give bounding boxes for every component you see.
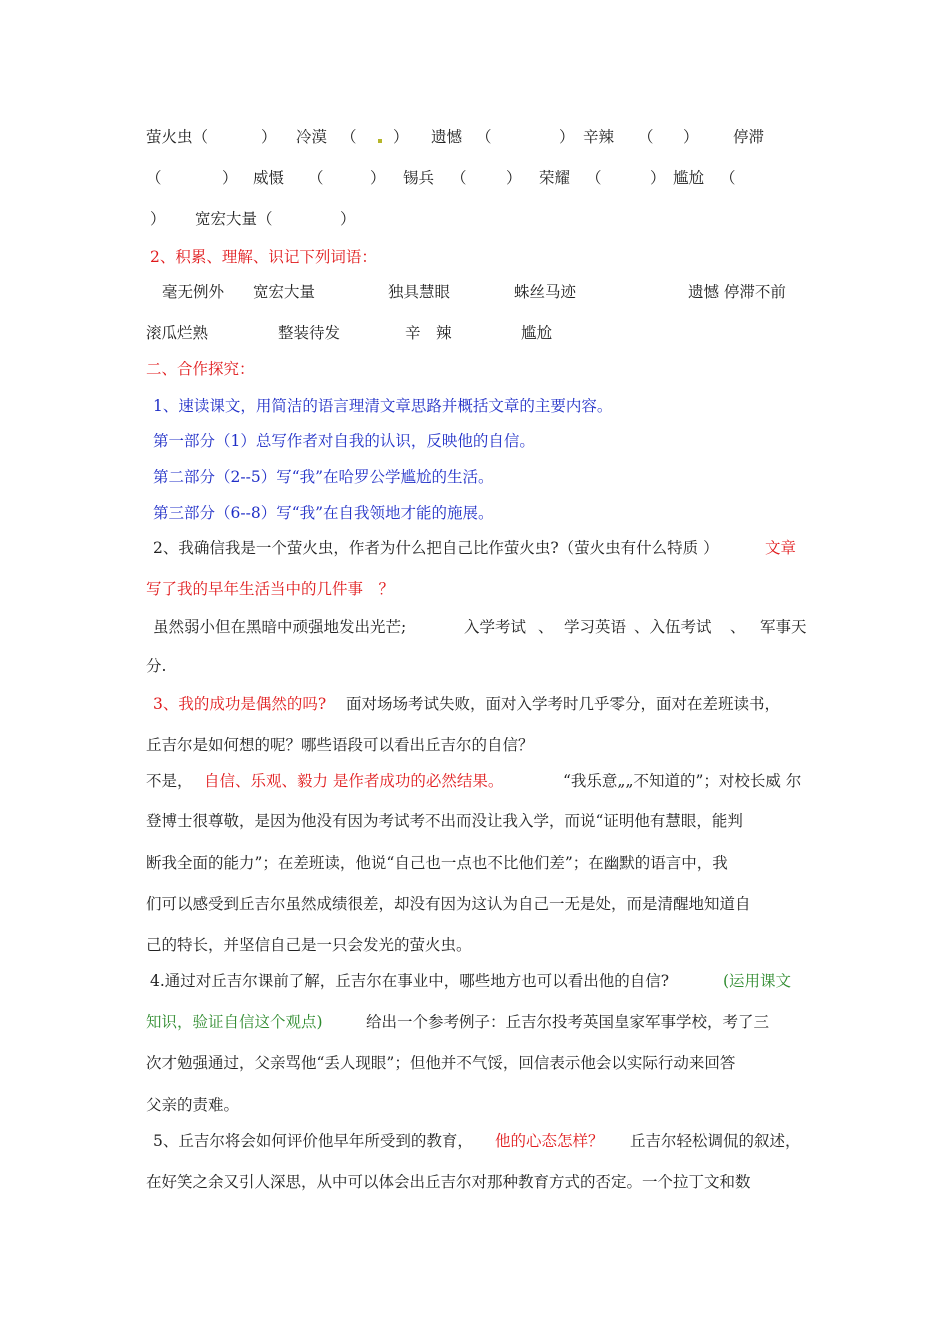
answer-item: 军事天 <box>760 618 807 636</box>
paren: （ <box>451 169 467 187</box>
vocab-item: 荣耀 <box>539 169 571 187</box>
vocab-item: 辛辣 <box>583 128 615 146</box>
answer-text: 不是， <box>146 772 193 790</box>
word: 蛛丝马迹 <box>514 283 577 301</box>
answer-item: 、入伍考试 <box>634 618 712 636</box>
question-highlight: 他的心态怎样？ <box>495 1132 604 1150</box>
answer-item: 、 <box>538 618 554 636</box>
answer-item: 学习英语 <box>564 618 627 636</box>
word: 毫无例外 <box>162 283 225 301</box>
paren: ） <box>650 169 666 187</box>
vocab-item: 威慑 <box>253 169 285 187</box>
vocab-item: 尴尬 <box>673 169 705 187</box>
answer-highlight: 自信、乐观、毅力 是作者成功的必然结果。 <box>204 772 504 790</box>
question-note: (运用课文 <box>723 972 792 990</box>
answer-text: “我乐意„„不知道的”；对校长威 尔 <box>563 772 802 790</box>
paren: ） <box>559 128 575 146</box>
word: 尴尬 <box>521 324 553 342</box>
paren: （ <box>308 169 324 187</box>
heading-text: 2、积累、理解、识记下列词语： <box>150 248 377 266</box>
question-text: 5、丘吉尔将会如何评价他早年所受到的教育， <box>153 1132 473 1150</box>
answer-item: 、 <box>730 618 746 636</box>
answer-text: 己的特长，并坚信自己是一只会发光的萤火虫。 <box>146 936 472 954</box>
vocab-item: 萤火虫（ <box>146 128 209 146</box>
answer-item: 入学考试 <box>464 618 527 636</box>
question-text: 写了我的早年生活当中的几件事 ？ <box>146 580 395 598</box>
paren: ） <box>222 169 238 187</box>
word: 滚瓜烂熟 <box>146 324 209 342</box>
question-text: 4.通过对丘吉尔课前了解，丘吉尔在事业中，哪些地方也可以看出他的自信? <box>150 972 670 990</box>
word: 遗憾 停滞不前 <box>688 283 786 301</box>
answer-text: 虽然弱小但在黑暗中顽强地发出光芒; <box>153 618 407 636</box>
paren: ） <box>370 169 386 187</box>
word: 辛 辣 <box>405 324 452 342</box>
answer-text: 给出一个参考例子：丘吉尔投考英国皇家军事学校，考了三 <box>366 1013 770 1031</box>
answer-text: 第一部分（1）总写作者对自我的认识，反映他的自信。 <box>153 432 535 450</box>
vocab-item: 冷漠 <box>296 128 328 146</box>
vocab-item: 遗憾 <box>431 128 463 146</box>
question-text: 2、我确信我是一个萤火虫，作者为什么把自己比作萤火虫?（萤火虫有什么特质 ） <box>153 539 719 557</box>
question-text: 丘吉尔是如何想的呢？哪些语段可以看出丘吉尔的自信？ <box>146 736 534 754</box>
answer-text: 第三部分（6--8）写“我”在自我领地才能的施展。 <box>153 504 494 522</box>
mark-dot <box>378 139 382 143</box>
paren: ） <box>506 169 522 187</box>
answer-text: 次才勉强通过，父亲骂他“丢人现眼”；但他并不气馁，回信表示他会以实际行动来回答 <box>146 1054 736 1072</box>
paren: （ <box>341 128 357 146</box>
heading-text: 二、合作探究： <box>146 360 255 378</box>
answer-text: 们可以感受到丘吉尔虽然成绩很差，却没有因为这认为自己一无是处，而是清醒地知道自 <box>146 895 751 913</box>
answer-text: 登博士很尊敬，是因为他没有因为考试考不出而没让我入学，而说“证明他有慧眼，能判 <box>146 812 743 830</box>
answer-text: 父亲的责难。 <box>146 1096 240 1114</box>
word: 宽宏大量 <box>253 283 316 301</box>
vocab-item: 锡兵 <box>403 169 435 187</box>
paren: （ <box>476 128 492 146</box>
paren: （ <box>638 128 654 146</box>
paren: ） <box>683 128 699 146</box>
word: 整装待发 <box>278 324 341 342</box>
answer-text: 断我全面的能力”；在差班读，他说“自己也一点也不比他们差”；在幽默的语言中，我 <box>146 854 728 872</box>
paren: （ <box>146 169 162 187</box>
paren: ） <box>261 128 277 146</box>
paren: （ <box>720 169 736 187</box>
paren: ） <box>393 128 409 146</box>
answer-text: 丘吉尔轻松调侃的叙述， <box>630 1132 801 1150</box>
paren: ） <box>340 210 356 228</box>
answer-text: 分. <box>146 657 167 675</box>
vocab-item: 停滞 <box>733 128 765 146</box>
question-text: 面对场场考试失败，面对入学考时几乎零分，面对在差班读书， <box>346 695 781 713</box>
vocab-item: 宽宏大量（ <box>195 210 273 228</box>
word: 独具慧眼 <box>388 283 451 301</box>
question-highlight: 3、我的成功是偶然的吗? <box>153 695 327 713</box>
answer-text: 第二部分（2--5）写“我”在哈罗公学尴尬的生活。 <box>153 468 494 486</box>
question-note: 知识，验证自信这个观点) <box>146 1013 323 1031</box>
paren: ） <box>150 210 166 228</box>
question-highlight: 文章 <box>765 539 797 557</box>
paren: （ <box>586 169 602 187</box>
answer-text: 在好笑之余又引人深思，从中可以体会出丘吉尔对那种教育方式的否定。一个拉丁文和数 <box>146 1173 751 1191</box>
question-text: 1、速读课文，用简洁的语言理清文章思路并概括文章的主要内容。 <box>153 397 613 415</box>
